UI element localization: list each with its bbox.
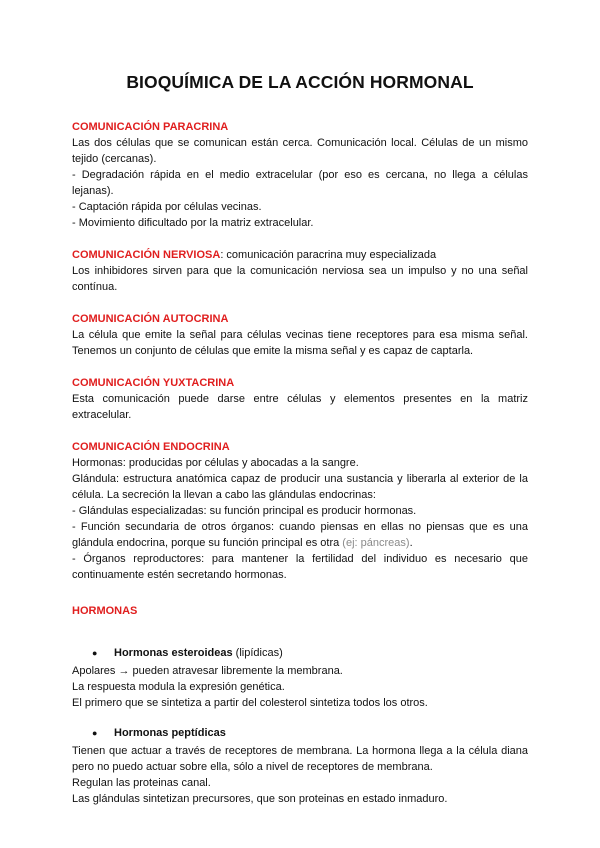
section-title-paracrina: COMUNICACIÓN PARACRINA	[72, 121, 229, 133]
paragraph: Las dos células que se comunican están cerca. Comunicación local. Células de un mismo tejido (cercanas).	[72, 137, 528, 165]
paragraph: - Movimiento dificultado por la matriz extracelular.	[72, 217, 314, 229]
section-title-endocrina: COMUNICACIÓN ENDOCRINA	[72, 441, 230, 453]
paragraph: Regulan las proteinas canal.	[72, 777, 211, 789]
bullet-heading	[72, 725, 528, 741]
paragraph: Apolares → pueden atravesar libremente la membrana.	[72, 665, 343, 677]
section-title-rest: : comunicación paracrina muy especializada	[220, 249, 437, 261]
section-yuxtacrina	[72, 375, 528, 423]
paragraph-text-end: .	[409, 537, 413, 549]
paragraph: El primero que se sintetiza a partir del colesterol sintetiza todos los otros.	[72, 697, 428, 709]
subsection-title: Hormonas peptídicas	[114, 727, 226, 739]
section-paracrina	[72, 119, 528, 231]
section-endocrina	[72, 439, 528, 583]
paragraph: Glándula: estructura anatómica capaz de producir una sustancia y liberarla al exterior de la célula. La secreción la llevan a cabo las glándulas endocrinas:	[72, 473, 528, 501]
page-title: BIOQUÍMICA DE LA ACCIÓN HORMONAL	[126, 72, 474, 92]
paragraph: Tienen que actuar a través de receptores de membrana. La hormona llega a la célula diana pero no puedo actuar sobre ella, sólo a nivel de receptores de membrana.	[72, 745, 528, 773]
paragraph: Esta comunicación puede darse entre células y elementos presentes en la matriz extracelular.	[72, 393, 528, 421]
paragraph: La célula que emite la señal para células vecinas tiene receptores para esa misma señal. Tenemos un conjunto de células que emite la misma señal y es capaz de captarla.	[72, 329, 528, 357]
section-nerviosa	[72, 247, 528, 295]
paragraph: Las glándulas sintetizan precursores, que son proteinas en estado inmaduro.	[72, 793, 448, 805]
paragraph: Los inhibidores sirven para que la comunicación nerviosa sea un impulso y no una señal contínua.	[72, 265, 528, 293]
example-note: (ej: páncreas)	[342, 537, 410, 549]
subsection-qualifier: (lipídicas)	[232, 647, 283, 659]
subsection-esteroideas	[72, 645, 528, 711]
paragraph: - Órganos reproductores: para mantener la fertilidad del individuo es necesario que continuamente estén secretando hormonas.	[72, 553, 528, 581]
paragraph: - Captación rápida por células vecinas.	[72, 201, 262, 213]
paragraph-text: - Función secundaria de otros órganos: cuando piensas en ellas no piensas que es una glándula endocrina, porque su función principal es otra	[72, 521, 528, 549]
paragraph: Hormonas: producidas por células y abocadas a la sangre.	[72, 457, 359, 469]
section-heading-line	[72, 247, 528, 263]
section-title-yuxtacrina: COMUNICACIÓN YUXTACRINA	[72, 377, 235, 389]
paragraph: - Degradación rápida en el medio extracelular (por eso es cercana, no llega a células lejanas).	[72, 169, 528, 197]
section-autocrina	[72, 311, 528, 359]
section-title-hormonas: HORMONAS	[72, 605, 138, 617]
section-title-nerviosa: COMUNICACIÓN NERVIOSA	[72, 249, 221, 261]
section-title-autocrina: COMUNICACIÓN AUTOCRINA	[72, 313, 229, 325]
bullet-icon: ●	[92, 648, 98, 658]
paragraph: - Glándulas especializadas: su función principal es producir hormonas.	[72, 505, 417, 517]
paragraph	[72, 519, 528, 551]
subsection-title: Hormonas esteroideas	[114, 647, 233, 659]
subsection-peptidicas	[72, 725, 528, 807]
bullet-heading	[72, 645, 528, 661]
paragraph: La respuesta modula la expresión genética.	[72, 681, 285, 693]
bullet-icon: ●	[92, 728, 98, 738]
